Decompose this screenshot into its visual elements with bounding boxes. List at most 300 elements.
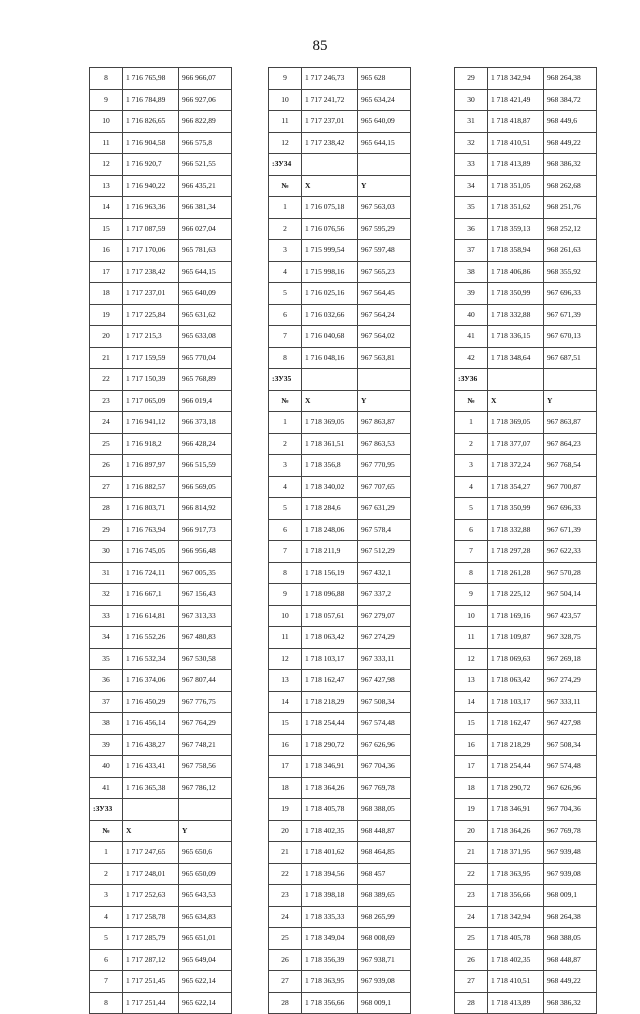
point-number-cell: 3 xyxy=(269,455,302,477)
table-row xyxy=(269,691,411,713)
table-row xyxy=(455,154,597,176)
table-row xyxy=(269,218,411,240)
x-coordinate-cell: 1 718 410,51 xyxy=(488,971,544,993)
x-coordinate-cell: 1 718 211,9 xyxy=(302,541,358,563)
y-coordinate-cell: 965 640,09 xyxy=(358,111,411,133)
y-coordinate-cell: 967 504,14 xyxy=(544,584,597,606)
y-coordinate-cell: 967 622,33 xyxy=(544,541,597,563)
x-coordinate-cell: 1 718 156,19 xyxy=(302,562,358,584)
y-coordinate-cell: 966 521,55 xyxy=(179,154,232,176)
y-coordinate-cell: 968 457 xyxy=(358,863,411,885)
table-row xyxy=(455,670,597,692)
y-coordinate-cell: 965 650,09 xyxy=(179,863,232,885)
x-coordinate-cell: 1 718 418,87 xyxy=(488,111,544,133)
table-row xyxy=(455,347,597,369)
x-coordinate-cell: 1 716 963,36 xyxy=(123,197,179,219)
y-coordinate-cell: Y xyxy=(358,175,411,197)
point-number-cell: 8 xyxy=(269,347,302,369)
x-coordinate-cell: 1 718 290,72 xyxy=(302,734,358,756)
y-coordinate-cell: 968 262,68 xyxy=(544,175,597,197)
y-coordinate-cell: 965 781,63 xyxy=(179,240,232,262)
point-number-cell: 23 xyxy=(455,885,488,907)
y-coordinate-cell: 967 565,23 xyxy=(358,261,411,283)
y-coordinate-cell: 967 574,48 xyxy=(544,756,597,778)
y-coordinate-cell: 965 634,83 xyxy=(179,906,232,928)
y-coordinate-cell: 965 649,04 xyxy=(179,949,232,971)
y-coordinate-cell: 967 563,03 xyxy=(358,197,411,219)
x-coordinate-cell: 1 718 335,33 xyxy=(302,906,358,928)
table-row xyxy=(90,175,232,197)
point-number-cell: 12 xyxy=(455,648,488,670)
x-coordinate-cell: 1 718 413,89 xyxy=(488,154,544,176)
x-coordinate-cell: 1 717 215,3 xyxy=(123,326,179,348)
point-number-cell: 42 xyxy=(455,347,488,369)
table-row xyxy=(455,627,597,649)
x-coordinate-cell xyxy=(488,369,544,391)
table-header-row xyxy=(90,820,232,842)
point-number-cell: 21 xyxy=(269,842,302,864)
table-row xyxy=(269,670,411,692)
table-row xyxy=(90,218,232,240)
point-number-cell: 6 xyxy=(90,949,123,971)
table-row xyxy=(455,111,597,133)
point-number-cell: 38 xyxy=(90,713,123,735)
table-row xyxy=(269,111,411,133)
x-coordinate-cell: 1 718 406,86 xyxy=(488,261,544,283)
y-coordinate-cell: 967 269,18 xyxy=(544,648,597,670)
x-coordinate-cell: 1 718 405,78 xyxy=(302,799,358,821)
x-coordinate-cell: 1 718 169,16 xyxy=(488,605,544,627)
x-coordinate-cell: 1 716 897,97 xyxy=(123,455,179,477)
point-number-cell: 15 xyxy=(90,218,123,240)
x-coordinate-cell: 1 717 065,09 xyxy=(123,390,179,412)
point-number-cell: 19 xyxy=(455,799,488,821)
point-number-cell: 38 xyxy=(455,261,488,283)
point-number-cell: 8 xyxy=(90,992,123,1014)
y-coordinate-cell xyxy=(358,154,411,176)
x-coordinate-cell: 1 718 351,05 xyxy=(488,175,544,197)
point-number-cell: 6 xyxy=(455,519,488,541)
point-number-cell: 1 xyxy=(269,197,302,219)
point-number-cell: 11 xyxy=(269,627,302,649)
y-coordinate-cell: Y xyxy=(179,820,232,842)
x-coordinate-cell: 1 718 369,05 xyxy=(488,412,544,434)
table-row xyxy=(90,476,232,498)
x-coordinate-cell: 1 716 040,68 xyxy=(302,326,358,348)
point-number-cell: 27 xyxy=(269,971,302,993)
y-coordinate-cell: 967 313,33 xyxy=(179,605,232,627)
x-coordinate-cell xyxy=(302,154,358,176)
table-row xyxy=(90,906,232,928)
x-coordinate-cell: 1 718 336,15 xyxy=(488,326,544,348)
y-coordinate-cell: 966 917,73 xyxy=(179,519,232,541)
x-coordinate-cell: 1 718 162,47 xyxy=(302,670,358,692)
point-number-cell: 9 xyxy=(455,584,488,606)
point-number-cell: 6 xyxy=(269,519,302,541)
x-coordinate-cell: 1 718 371,95 xyxy=(488,842,544,864)
x-coordinate-cell: 1 718 350,99 xyxy=(488,283,544,305)
point-number-cell: 22 xyxy=(90,369,123,391)
y-coordinate-cell: 968 448,87 xyxy=(544,949,597,971)
y-coordinate-cell: 967 563,81 xyxy=(358,347,411,369)
point-number-cell: 4 xyxy=(90,906,123,928)
x-coordinate-cell: 1 717 285,79 xyxy=(123,928,179,950)
x-coordinate-cell: 1 716 667,1 xyxy=(123,584,179,606)
point-number-cell: 23 xyxy=(269,885,302,907)
point-number-cell: 5 xyxy=(90,928,123,950)
table-row xyxy=(90,756,232,778)
y-coordinate-cell: 967 704,36 xyxy=(358,756,411,778)
y-coordinate-cell: 966 515,59 xyxy=(179,455,232,477)
table-row xyxy=(90,283,232,305)
x-coordinate-cell: 1 718 332,88 xyxy=(488,519,544,541)
y-coordinate-cell: 965 631,62 xyxy=(179,304,232,326)
x-coordinate-cell: 1 718 410,51 xyxy=(488,132,544,154)
point-number-cell: 18 xyxy=(269,777,302,799)
table-row xyxy=(90,433,232,455)
x-coordinate-cell: 1 717 248,01 xyxy=(123,863,179,885)
table-row xyxy=(90,713,232,735)
table-row xyxy=(269,347,411,369)
y-coordinate-cell: 967 564,24 xyxy=(358,304,411,326)
point-number-cell: 9 xyxy=(269,584,302,606)
point-number-cell: 35 xyxy=(455,197,488,219)
table-row xyxy=(269,541,411,563)
point-number-cell: 24 xyxy=(269,906,302,928)
x-coordinate-cell: 1 716 048,16 xyxy=(302,347,358,369)
y-coordinate-cell: 968 388,05 xyxy=(544,928,597,950)
table-header-row xyxy=(90,799,232,821)
table-row xyxy=(90,541,232,563)
table-row xyxy=(269,756,411,778)
x-coordinate-cell: 1 717 238,42 xyxy=(302,132,358,154)
point-number-cell: 25 xyxy=(455,928,488,950)
point-number-cell: 14 xyxy=(455,691,488,713)
point-number-cell: 37 xyxy=(455,240,488,262)
table-row xyxy=(269,885,411,907)
y-coordinate-cell: 967 156,43 xyxy=(179,584,232,606)
y-coordinate-cell: 968 008,69 xyxy=(358,928,411,950)
y-coordinate-cell: 968 355,92 xyxy=(544,261,597,283)
table-row xyxy=(90,412,232,434)
x-coordinate-cell: 1 716 552,26 xyxy=(123,627,179,649)
y-coordinate-cell: 968 265,99 xyxy=(358,906,411,928)
y-coordinate-cell xyxy=(358,369,411,391)
y-coordinate-cell: 967 432,1 xyxy=(358,562,411,584)
x-coordinate-cell: 1 718 162,47 xyxy=(488,713,544,735)
table-row xyxy=(269,498,411,520)
y-coordinate-cell: 966 822,89 xyxy=(179,111,232,133)
y-coordinate-cell: 968 264,38 xyxy=(544,68,597,90)
point-number-cell: № xyxy=(90,820,123,842)
table-row xyxy=(90,627,232,649)
point-number-cell: 10 xyxy=(90,111,123,133)
x-coordinate-cell: 1 718 421,49 xyxy=(488,89,544,111)
x-coordinate-cell: 1 718 346,91 xyxy=(488,799,544,821)
point-number-cell: 21 xyxy=(90,347,123,369)
point-number-cell: 15 xyxy=(269,713,302,735)
table-row xyxy=(455,283,597,305)
table-row xyxy=(455,240,597,262)
y-coordinate-cell: 967 769,78 xyxy=(358,777,411,799)
x-coordinate-cell: 1 716 904,58 xyxy=(123,132,179,154)
point-number-cell: 9 xyxy=(269,68,302,90)
y-coordinate-cell: 967 770,95 xyxy=(358,455,411,477)
x-coordinate-cell: 1 717 258,78 xyxy=(123,906,179,928)
y-coordinate-cell: 966 027,04 xyxy=(179,218,232,240)
x-coordinate-cell: 1 718 342,94 xyxy=(488,906,544,928)
y-coordinate-cell: 967 423,57 xyxy=(544,605,597,627)
x-coordinate-cell: 1 718 218,29 xyxy=(302,691,358,713)
x-coordinate-cell: X xyxy=(123,820,179,842)
y-coordinate-cell: 966 569,05 xyxy=(179,476,232,498)
y-coordinate-cell: 965 640,09 xyxy=(179,283,232,305)
table-row xyxy=(90,605,232,627)
table-row xyxy=(455,928,597,950)
y-coordinate-cell: 966 435,21 xyxy=(179,175,232,197)
x-coordinate-cell: 1 718 398,18 xyxy=(302,885,358,907)
x-coordinate-cell: 1 718 361,51 xyxy=(302,433,358,455)
point-number-cell: 2 xyxy=(455,433,488,455)
table-row xyxy=(269,68,411,90)
table-row xyxy=(455,713,597,735)
y-coordinate-cell: 966 814,92 xyxy=(179,498,232,520)
point-number-cell: 19 xyxy=(90,304,123,326)
x-coordinate-cell: 1 716 940,22 xyxy=(123,175,179,197)
point-number-cell: 30 xyxy=(90,541,123,563)
x-coordinate-cell: 1 718 356,66 xyxy=(302,992,358,1014)
table-row xyxy=(90,347,232,369)
y-coordinate-cell: 967 670,13 xyxy=(544,326,597,348)
point-number-cell: 11 xyxy=(90,132,123,154)
point-number-cell: 39 xyxy=(455,283,488,305)
y-coordinate-cell: 967 863,87 xyxy=(544,412,597,434)
x-coordinate-cell: 1 718 369,05 xyxy=(302,412,358,434)
table-row xyxy=(455,691,597,713)
point-number-cell: 33 xyxy=(90,605,123,627)
y-coordinate-cell: 965 643,53 xyxy=(179,885,232,907)
point-number-cell: 27 xyxy=(455,971,488,993)
x-coordinate-cell: 1 716 374,06 xyxy=(123,670,179,692)
point-number-cell: 10 xyxy=(269,89,302,111)
y-coordinate-cell: 967 578,4 xyxy=(358,519,411,541)
point-number-cell: 24 xyxy=(90,412,123,434)
x-coordinate-cell: 1 718 346,91 xyxy=(302,756,358,778)
table-row xyxy=(90,132,232,154)
point-number-cell: 8 xyxy=(90,68,123,90)
x-coordinate-cell: 1 717 241,72 xyxy=(302,89,358,111)
y-coordinate-cell: 967 864,23 xyxy=(544,433,597,455)
x-coordinate-cell: 1 718 297,28 xyxy=(488,541,544,563)
point-number-cell: 14 xyxy=(269,691,302,713)
table-row xyxy=(455,756,597,778)
table-row xyxy=(455,304,597,326)
y-coordinate-cell: 967 427,98 xyxy=(544,713,597,735)
y-coordinate-cell: 967 748,21 xyxy=(179,734,232,756)
y-coordinate-cell: 966 428,24 xyxy=(179,433,232,455)
table-row xyxy=(269,132,411,154)
x-coordinate-cell: 1 718 356,8 xyxy=(302,455,358,477)
point-number-cell: 34 xyxy=(90,627,123,649)
table-row xyxy=(90,455,232,477)
x-coordinate-cell: 1 718 364,26 xyxy=(488,820,544,842)
point-number-cell: 22 xyxy=(269,863,302,885)
page-number: 85 xyxy=(312,38,328,54)
x-coordinate-cell: X xyxy=(302,390,358,412)
y-coordinate-cell: 966 966,07 xyxy=(179,68,232,90)
y-coordinate-cell: Y xyxy=(544,390,597,412)
x-coordinate-cell: 1 716 433,41 xyxy=(123,756,179,778)
table-row xyxy=(90,369,232,391)
x-coordinate-cell: 1 718 063,42 xyxy=(302,627,358,649)
y-coordinate-cell: 968 449,6 xyxy=(544,111,597,133)
y-coordinate-cell: 967 938,71 xyxy=(358,949,411,971)
table-row xyxy=(455,605,597,627)
table-row xyxy=(269,971,411,993)
table-row xyxy=(455,885,597,907)
x-coordinate-cell: 1 717 170,06 xyxy=(123,240,179,262)
table-row xyxy=(269,304,411,326)
point-number-cell: 37 xyxy=(90,691,123,713)
point-number-cell: 34 xyxy=(455,175,488,197)
x-coordinate-cell: 1 718 402,35 xyxy=(302,820,358,842)
point-number-cell: 2 xyxy=(269,218,302,240)
x-coordinate-cell: 1 718 340,02 xyxy=(302,476,358,498)
x-coordinate-cell: 1 718 402,35 xyxy=(488,949,544,971)
x-coordinate-cell: 1 718 401,62 xyxy=(302,842,358,864)
point-number-cell: № xyxy=(455,390,488,412)
x-coordinate-cell: 1 716 763,94 xyxy=(123,519,179,541)
table-row xyxy=(269,197,411,219)
y-coordinate-cell: 967 626,96 xyxy=(358,734,411,756)
point-number-cell: 32 xyxy=(90,584,123,606)
y-coordinate-cell: 965 644,15 xyxy=(358,132,411,154)
y-coordinate-cell: 967 939,08 xyxy=(358,971,411,993)
table-row xyxy=(269,949,411,971)
x-coordinate-cell: X xyxy=(488,390,544,412)
x-coordinate-cell: 1 715 998,16 xyxy=(302,261,358,283)
point-number-cell: 18 xyxy=(90,283,123,305)
x-coordinate-cell: 1 716 803,71 xyxy=(123,498,179,520)
point-number-cell: 11 xyxy=(455,627,488,649)
x-coordinate-cell: 1 717 159,59 xyxy=(123,347,179,369)
point-number-cell: 41 xyxy=(90,777,123,799)
table-header-row xyxy=(269,369,411,391)
point-number-cell: 23 xyxy=(90,390,123,412)
x-coordinate-cell: 1 718 248,06 xyxy=(302,519,358,541)
table-row xyxy=(90,584,232,606)
x-coordinate-cell: 1 718 057,61 xyxy=(302,605,358,627)
x-coordinate-cell: 1 716 920,7 xyxy=(123,154,179,176)
table-row xyxy=(269,734,411,756)
point-number-cell: :ЗУ33 xyxy=(90,799,123,821)
point-number-cell: 12 xyxy=(269,648,302,670)
table-row xyxy=(90,670,232,692)
table-row xyxy=(269,261,411,283)
table-row xyxy=(455,261,597,283)
y-coordinate-cell: 967 508,34 xyxy=(544,734,597,756)
x-coordinate-cell: 1 718 358,94 xyxy=(488,240,544,262)
y-coordinate-cell: 966 373,18 xyxy=(179,412,232,434)
table-row xyxy=(90,949,232,971)
point-number-cell: 36 xyxy=(90,670,123,692)
table-row xyxy=(269,89,411,111)
y-coordinate-cell: 967 570,28 xyxy=(544,562,597,584)
x-coordinate-cell: 1 716 745,05 xyxy=(123,541,179,563)
y-coordinate-cell: 967 764,29 xyxy=(179,713,232,735)
table-row xyxy=(269,648,411,670)
y-coordinate-cell: 967 337,2 xyxy=(358,584,411,606)
y-coordinate-cell: 968 384,72 xyxy=(544,89,597,111)
x-coordinate-cell: 1 716 724,11 xyxy=(123,562,179,584)
y-coordinate-cell: 967 939,48 xyxy=(544,842,597,864)
point-number-cell: 28 xyxy=(269,992,302,1014)
point-number-cell: 9 xyxy=(90,89,123,111)
table-row xyxy=(90,842,232,864)
point-number-cell: 12 xyxy=(90,154,123,176)
y-coordinate-cell: 967 626,96 xyxy=(544,777,597,799)
table-row xyxy=(90,562,232,584)
point-number-cell: 1 xyxy=(455,412,488,434)
x-coordinate-cell: 1 716 450,29 xyxy=(123,691,179,713)
y-coordinate-cell: 965 644,15 xyxy=(179,261,232,283)
x-coordinate-cell: 1 718 363,95 xyxy=(302,971,358,993)
x-coordinate-cell: 1 718 350,99 xyxy=(488,498,544,520)
x-coordinate-cell: 1 716 438,27 xyxy=(123,734,179,756)
y-coordinate-cell: 967 279,07 xyxy=(358,605,411,627)
x-coordinate-cell: 1 718 349,04 xyxy=(302,928,358,950)
y-coordinate-cell: 968 252,12 xyxy=(544,218,597,240)
table-row xyxy=(269,240,411,262)
point-number-cell: 2 xyxy=(90,863,123,885)
x-coordinate-cell: 1 716 032,66 xyxy=(302,304,358,326)
y-coordinate-cell: 967 005,35 xyxy=(179,562,232,584)
table-row xyxy=(269,605,411,627)
point-number-cell: 13 xyxy=(455,670,488,692)
y-coordinate-cell: 967 597,48 xyxy=(358,240,411,262)
y-coordinate-cell: 967 768,54 xyxy=(544,455,597,477)
y-coordinate-cell xyxy=(544,369,597,391)
table-row xyxy=(269,584,411,606)
y-coordinate-cell: 967 480,83 xyxy=(179,627,232,649)
x-coordinate-cell: 1 718 356,66 xyxy=(488,885,544,907)
x-coordinate-cell: 1 718 363,95 xyxy=(488,863,544,885)
table-row xyxy=(269,326,411,348)
y-coordinate-cell: 966 381,34 xyxy=(179,197,232,219)
table-row xyxy=(455,648,597,670)
x-coordinate-cell: 1 716 784,89 xyxy=(123,89,179,111)
y-coordinate-cell: 965 622,14 xyxy=(179,992,232,1014)
x-coordinate-cell: 1 718 069,63 xyxy=(488,648,544,670)
y-coordinate-cell: 965 651,01 xyxy=(179,928,232,950)
table-row xyxy=(269,928,411,950)
point-number-cell: 27 xyxy=(90,476,123,498)
y-coordinate-cell: 966 927,06 xyxy=(179,89,232,111)
point-number-cell: 13 xyxy=(90,175,123,197)
y-coordinate-cell: 966 575,8 xyxy=(179,132,232,154)
y-coordinate-cell: 968 009,1 xyxy=(358,992,411,1014)
table-row xyxy=(269,455,411,477)
table-header-row xyxy=(269,175,411,197)
y-coordinate-cell: 968 449,22 xyxy=(544,971,597,993)
coordinates-table-left xyxy=(89,67,232,1014)
table-header-row xyxy=(269,390,411,412)
table-row xyxy=(90,111,232,133)
point-number-cell: 3 xyxy=(455,455,488,477)
table-row xyxy=(455,820,597,842)
point-number-cell: 4 xyxy=(269,476,302,498)
y-coordinate-cell: 965 650,6 xyxy=(179,842,232,864)
